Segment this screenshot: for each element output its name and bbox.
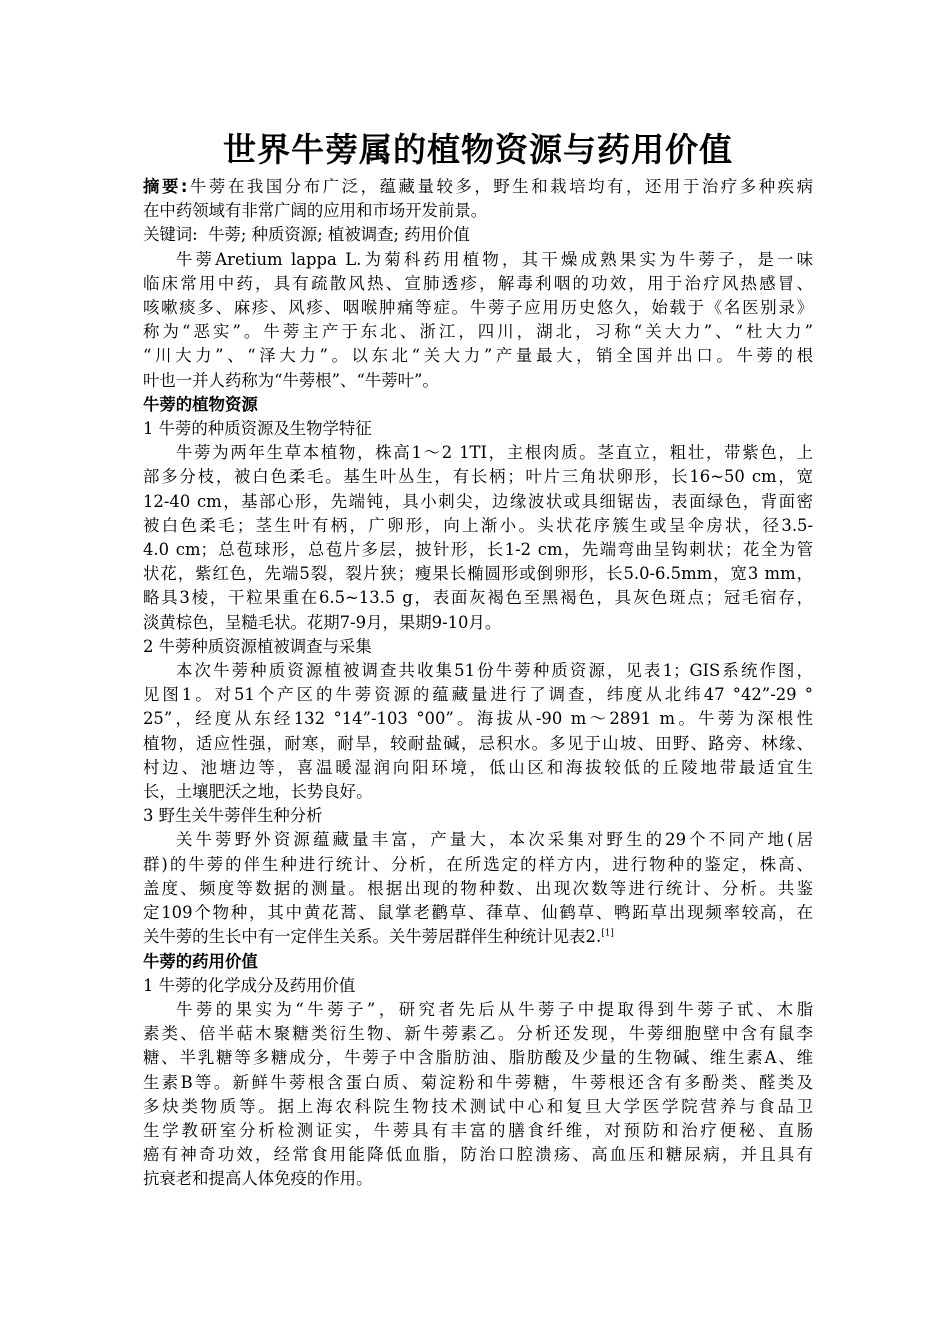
abstract-line-1 bbox=[143, 175, 813, 199]
paragraph-biology bbox=[143, 441, 813, 635]
text-line: 4.0 cm；总苞球形，总苞片多层，披针形，长1-2 cm，先端弯曲呈钩刺状；花全为管 bbox=[143, 540, 813, 560]
abstract-label: 摘要: bbox=[143, 177, 188, 196]
subheading-survey: 2 牛蒡种质资源植被调查与采集 bbox=[143, 636, 372, 656]
text-line: 咳嗽痰多、麻疹、风疹、咽喉肿痛等症。牛蒡子应用历史悠久，始载于《名医别录》 bbox=[143, 298, 813, 318]
paragraph-survey bbox=[143, 659, 813, 804]
text-line: 癌有神奇功效，经常食用能降低血脂，防治口腔溃疡、高血压和糖尿病，并且具有 bbox=[143, 1145, 813, 1165]
text-line: “川大力”、“泽大力”。以东北“关大力”产量最大，销全国并出口。牛蒡的根 bbox=[143, 346, 813, 366]
text-line: 植物，适应性强，耐寒，耐旱，较耐盐碱，忌积水。多见于山坡、田野、路旁、林缘、 bbox=[143, 733, 813, 753]
text-line: 状花，紫红色，先端5裂，裂片狭；瘦果长椭圆形或倒卵形，长5.0-6.5mm，宽3 mm， bbox=[143, 564, 813, 584]
text-line bbox=[143, 925, 813, 949]
text-line: 被白色柔毛；茎生叶有柄，广卵形，向上渐小。头状花序簇生或呈伞房状，径3.5- bbox=[143, 515, 813, 535]
section-heading-plant-resources: 牛蒡的植物资源 bbox=[143, 394, 258, 414]
text-line: 定109个物种，其中黄花蒿、鼠掌老鹳草、葎草、仙鹤草、鸭跖草出现频率较高，在 bbox=[143, 903, 813, 923]
text-line: 长，土壤肥沃之地，长势良好。 bbox=[143, 782, 373, 802]
text-line: 部多分枝，被白色柔毛。基生叶丛生，有长柄；叶片三角状卵形，长16~50 cm，宽 bbox=[143, 467, 813, 487]
text-line: 略具3棱，干粒果重在6.5~13.5 g，表面灰褐色至黑褐色，具灰色斑点；冠毛宿存， bbox=[143, 588, 813, 608]
subheading-chemistry: 1 牛蒡的化学成分及药用价值 bbox=[143, 975, 356, 995]
citation-marker: [1] bbox=[601, 928, 614, 939]
text-line: 素类、倍半萜木聚糖类衍生物、新牛蒡素乙。分析还发现，牛蒡细胞壁中含有鼠李 bbox=[143, 1024, 813, 1044]
text-line: 糖、半乳糖等多糖成分，牛蒡子中含脂肪油、脂肪酸及少量的生物碱、维生素A、维 bbox=[143, 1048, 813, 1068]
text-line: 牛蒡Aretium lappa L.为菊科药用植物，其干燥成熟果实为牛蒡子，是一味 bbox=[176, 249, 813, 269]
text-line: 见图1。对51个产区的牛蒡资源的蕴藏量进行了调查，纬度从北纬47 °42”-29 ° bbox=[143, 685, 813, 705]
text-line: 12-40 cm，基部心形，先端钝，具小刺尖，边缘波状或具细锯齿，表面绿色，背面密 bbox=[143, 491, 813, 511]
intro-paragraph bbox=[143, 248, 813, 393]
text-line: 生学教研室分析检测证实，牛蒡具有丰富的膳食纤维，对预防和治疗便秘、直肠 bbox=[143, 1120, 813, 1140]
text-line: 本次牛蒡种质资源植被调查共收集51份牛蒡种质资源，见表1；GIS系统作图， bbox=[176, 661, 813, 681]
section-heading-medicinal-value: 牛蒡的药用价值 bbox=[143, 951, 258, 971]
text-line-content: 关牛蒡的生长中有一定伴生关系。关牛蒡居群伴生种统计见表2. bbox=[143, 927, 602, 947]
text-line: 生素B等。新鲜牛蒡根含蛋白质、菊淀粉和牛蒡糖，牛蒡根还含有多酚类、醛类及 bbox=[143, 1072, 813, 1092]
text-line: 村边、池塘边等，喜温暖湿润向阳环境，低山区和海拔较低的丘陵地带最适宜生 bbox=[143, 757, 813, 777]
text-line: 多炔类物质等。据上海农科院生物技术测试中心和复旦大学医学院营养与食品卫 bbox=[143, 1096, 813, 1116]
abstract-text-1: 牛蒡在我国分布广泛，蕴藏量较多，野生和栽培均有，还用于治疗多种疾病 bbox=[187, 177, 813, 196]
keywords: 关键词: 牛蒡; 种质资源; 植被调查; 药用价值 bbox=[143, 225, 470, 245]
abstract-line-2: 在中药领域有非常广阔的应用和市场开发前景。 bbox=[143, 201, 488, 221]
text-line: 临床常用中药，具有疏散风热、宣肺透疹，解毒利咽的功效，用于治疗风热感冒、 bbox=[143, 273, 813, 293]
text-line: 叶也一并人药称为“牛蒡根”、“牛蒡叶”。 bbox=[143, 370, 439, 390]
document-page bbox=[143, 128, 813, 1192]
text-line: 群)的牛蒡的伴生种进行统计、分析，在所选定的样方内，进行物种的鉴定，株高、 bbox=[143, 854, 813, 874]
document-title: 世界牛蒡属的植物资源与药用价值 bbox=[223, 130, 733, 169]
subheading-companion-species: 3 野生关牛蒡伴生种分析 bbox=[143, 806, 323, 826]
subheading-germplasm: 1 牛蒡的种质资源及生物学特征 bbox=[143, 419, 372, 439]
text-line: 盖度、频度等数据的测量。根据出现的物种数、出现次数等进行统计、分析。共鉴 bbox=[143, 878, 813, 898]
text-line: 25”，经度从东经132 °14”-103 °00”。海拔从-90 m～2891 m。牛蒡为深根性 bbox=[143, 709, 813, 729]
text-line: 称为“恶实”。牛蒡主产于东北、浙江，四川，湖北，习称“关大力”、“杜大力” bbox=[143, 322, 813, 342]
text-line: 牛蒡为两年生草本植物，株高1～2 1TI，主根肉质。茎直立，粗壮，带紫色，上 bbox=[176, 443, 813, 463]
text-line: 抗衰老和提高人体免疫的作用。 bbox=[143, 1169, 373, 1189]
text-line: 关牛蒡野外资源蕴藏量丰富，产量大，本次采集对野生的29个不同产地(居 bbox=[176, 830, 813, 850]
text-line: 牛蒡的果实为“牛蒡子”，研究者先后从牛蒡子中提取得到牛蒡子甙、木脂 bbox=[176, 999, 813, 1019]
paragraph-chemistry bbox=[143, 998, 813, 1192]
paragraph-companion bbox=[143, 828, 813, 949]
text-line: 淡黄棕色，呈糙毛状。花期7-9月，果期9-10月。 bbox=[143, 612, 502, 632]
